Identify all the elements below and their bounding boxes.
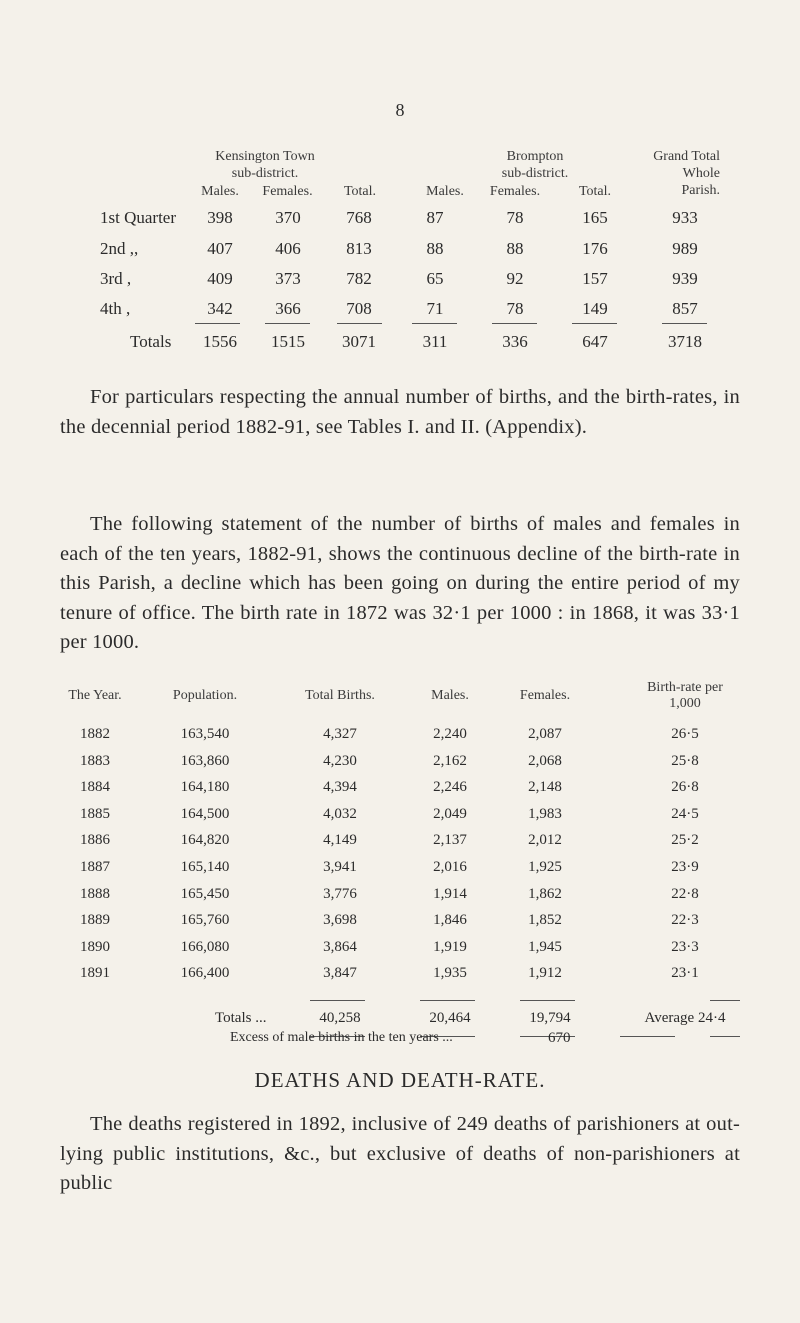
- cell: 3,776: [323, 885, 357, 902]
- paragraph-deaths: The deaths registered in 1892, inclusive of 249 deaths of parishioners at out-lying public institutions, &c., but exclusive of deaths of non-parishioners at public: [60, 1113, 740, 1194]
- cell: 2,162: [433, 752, 467, 769]
- table-row: [60, 806, 750, 832]
- cell: 708: [346, 299, 372, 318]
- cell: 342: [207, 299, 233, 318]
- cell: 166,400: [180, 965, 230, 982]
- row-label: 3rd ,: [100, 269, 132, 288]
- kensington-group-header: [190, 148, 340, 182]
- paragraph-birth-statement: The following statement of the number of births of males and females in each of the ten years, 1882-91, shows the continuous decline of the birth-rate in this Parish, a decline which has been going on during the entire period of my tenure of office. The birth rate in 1872 was 32·1 per 1000 : in 1868, it was 33·1 per 1000.: [60, 513, 740, 653]
- page-number: 8: [395, 100, 405, 120]
- cell: 78: [506, 208, 524, 227]
- col-year: The Year.: [68, 688, 122, 703]
- cell: 3,698: [323, 912, 357, 929]
- cell: 165,140: [180, 859, 230, 875]
- sum-rule: [412, 323, 457, 324]
- cell: 1887: [80, 859, 110, 875]
- cell: 409: [207, 269, 233, 288]
- cell: 166,080: [180, 938, 230, 955]
- cell: 1,912: [528, 965, 562, 982]
- col-kt-total: Total.: [343, 184, 377, 199]
- cell: 366: [275, 299, 301, 318]
- kensington-header-line1: Kensington Town: [215, 149, 315, 164]
- grand-total-line3: Parish.: [681, 183, 720, 198]
- col-population: Population.: [172, 688, 238, 703]
- brompton-header-line2: sub-district.: [501, 166, 569, 181]
- col-females: Females.: [519, 688, 571, 703]
- sum-rule: [310, 1000, 365, 1001]
- col-kt-females: Females.: [262, 184, 313, 199]
- kensington-header-line2: sub-district.: [231, 166, 299, 181]
- table-row: [100, 239, 720, 263]
- cell: 3,864: [323, 938, 357, 955]
- cell: 163,540: [180, 726, 230, 742]
- average-value: Average 24·4: [644, 1010, 726, 1026]
- cell: 165,450: [180, 885, 230, 902]
- cell: 23·9: [671, 859, 699, 875]
- cell: 4,149: [323, 832, 357, 849]
- table-row: [60, 859, 750, 885]
- table-row: [60, 832, 750, 858]
- col-total-births: Total Births.: [305, 688, 375, 703]
- cell: 768: [346, 208, 372, 227]
- cell: 1,945: [528, 938, 562, 955]
- cell: 88: [506, 239, 524, 258]
- excess-value: 670: [548, 1030, 571, 1046]
- sum-rule: [420, 1000, 475, 1001]
- sum-rule: [572, 323, 617, 324]
- cell: 2,016: [433, 859, 467, 875]
- cell: 164,180: [180, 779, 230, 796]
- table-row: [60, 939, 750, 965]
- cell: 1889: [80, 912, 110, 929]
- cell: 1,862: [528, 885, 562, 902]
- cell: 647: [582, 332, 608, 351]
- cell: 78: [506, 299, 524, 318]
- cell: 2,246: [433, 779, 467, 796]
- cell: 4,230: [323, 752, 357, 769]
- cell: 336: [502, 332, 528, 351]
- cell: 1883: [80, 752, 110, 769]
- cell: 3,941: [323, 859, 357, 875]
- cell: 933: [672, 208, 698, 227]
- cell: 4,032: [323, 805, 357, 822]
- grand-total-line1: Grand Total: [653, 149, 720, 164]
- cell: 373: [275, 269, 301, 288]
- table-row: [60, 965, 750, 991]
- col-birth-rate: Birth-rate per 1,000: [647, 680, 723, 711]
- col-br-total: Total.: [578, 184, 612, 199]
- cell: 2,148: [528, 779, 562, 796]
- cell: 4,327: [323, 726, 357, 742]
- table-row: [60, 779, 750, 805]
- cell: 1,919: [433, 938, 467, 955]
- cell: 370: [275, 208, 301, 227]
- cell: 1885: [80, 805, 110, 822]
- table-row: [60, 726, 750, 752]
- cell: 1,852: [528, 912, 562, 929]
- brompton-group-header: [475, 148, 595, 182]
- cell: 3718: [668, 332, 702, 351]
- cell: 857: [672, 299, 698, 318]
- cell: 989: [672, 239, 698, 258]
- cell: 2,087: [528, 726, 562, 742]
- table-row: [60, 912, 750, 938]
- cell: 26·8: [671, 779, 699, 796]
- cell: 2,240: [433, 726, 467, 742]
- col-kt-males: Males.: [201, 184, 239, 199]
- sum-rule: [337, 323, 382, 324]
- cell: 26·5: [671, 726, 699, 742]
- cell: 406: [275, 239, 301, 258]
- cell: 92: [506, 269, 524, 288]
- sum-rule: [492, 323, 537, 324]
- table-row: [100, 208, 720, 232]
- cell: 1515: [271, 332, 305, 351]
- cell: 1,914: [433, 885, 467, 902]
- row-label: 1st Quarter: [100, 208, 177, 227]
- cell: 4,394: [323, 779, 357, 796]
- grand-total-line2: Whole: [682, 166, 720, 181]
- sum-rule: [265, 323, 310, 324]
- cell: 157: [582, 269, 608, 288]
- sum-rule: [520, 1000, 575, 1001]
- cell: 3,847: [323, 965, 357, 982]
- brompton-header-line1: Brompton: [506, 149, 564, 164]
- cell: 1890: [80, 938, 110, 955]
- table-row: [100, 299, 720, 323]
- cell: 3071: [342, 332, 376, 351]
- cell: 24·5: [671, 805, 699, 822]
- cell: 25·2: [671, 832, 699, 849]
- cell: 2,049: [433, 805, 467, 822]
- cell: 165: [582, 208, 608, 227]
- sum-rule: [662, 323, 707, 324]
- cell: 25·8: [671, 752, 699, 769]
- row-label: 4th ,: [100, 299, 131, 318]
- totals-label: Totals ...: [215, 1010, 267, 1026]
- table-row: [100, 269, 720, 293]
- cell: 87: [426, 208, 444, 227]
- table-row: [60, 753, 750, 779]
- col-br-females: Females.: [489, 184, 541, 199]
- cell: 1882: [80, 726, 110, 742]
- cell: 23·3: [671, 938, 699, 955]
- cell: 164,820: [180, 832, 230, 849]
- cell: 1556: [203, 332, 237, 351]
- excess-label: Excess of male births in the ten years ...: [230, 1030, 453, 1045]
- totals-row: [100, 332, 720, 356]
- cell: 19,794: [529, 1010, 571, 1026]
- cell: 782: [346, 269, 372, 288]
- sum-rule: [710, 1036, 740, 1037]
- table-row: [60, 886, 750, 912]
- cell: 1886: [80, 832, 110, 849]
- cell: 398: [207, 208, 233, 227]
- cell: 88: [426, 239, 444, 258]
- row-label: 2nd ,,: [100, 239, 139, 258]
- cell: 311: [422, 332, 448, 351]
- cell: 71: [426, 299, 444, 318]
- cell: 1888: [80, 885, 110, 902]
- cell: 149: [582, 299, 608, 318]
- cell: 163,860: [180, 752, 230, 769]
- cell: 176: [582, 239, 608, 258]
- cell: 813: [346, 239, 372, 258]
- cell: 1891: [80, 965, 110, 982]
- cell: 22·3: [671, 912, 699, 929]
- cell: 20,464: [429, 1010, 471, 1026]
- cell: 23·1: [671, 965, 699, 982]
- cell: 40,258: [319, 1010, 361, 1026]
- cell: 1884: [80, 779, 110, 796]
- col-br-males: Males.: [426, 184, 464, 199]
- sum-rule: [710, 1000, 740, 1001]
- cell: 65: [426, 269, 444, 288]
- totals-label: Totals: [130, 332, 172, 351]
- cell: 164,500: [180, 805, 230, 822]
- paragraph-birth-particulars: For particulars respecting the annual number of births, and the birth-rates, in the decennial period 1882-91, see Tables I. and II. (Appendix).: [60, 386, 740, 438]
- cell: 1,935: [433, 965, 467, 982]
- cell: 1,925: [528, 859, 562, 875]
- sum-rule: [195, 323, 240, 324]
- cell: 407: [207, 239, 233, 258]
- sum-rule: [620, 1036, 675, 1037]
- cell: 165,760: [180, 912, 230, 929]
- cell: 1,983: [528, 805, 562, 822]
- cell: 2,012: [528, 832, 562, 849]
- cell: 939: [672, 269, 698, 288]
- cell: 1,846: [433, 912, 467, 929]
- cell: 2,068: [528, 752, 562, 769]
- cell: 22·8: [671, 885, 699, 902]
- col-males: Males.: [431, 688, 469, 703]
- cell: 2,137: [433, 832, 467, 849]
- section-heading: DEATHS AND DEATH-RATE.: [254, 1068, 546, 1092]
